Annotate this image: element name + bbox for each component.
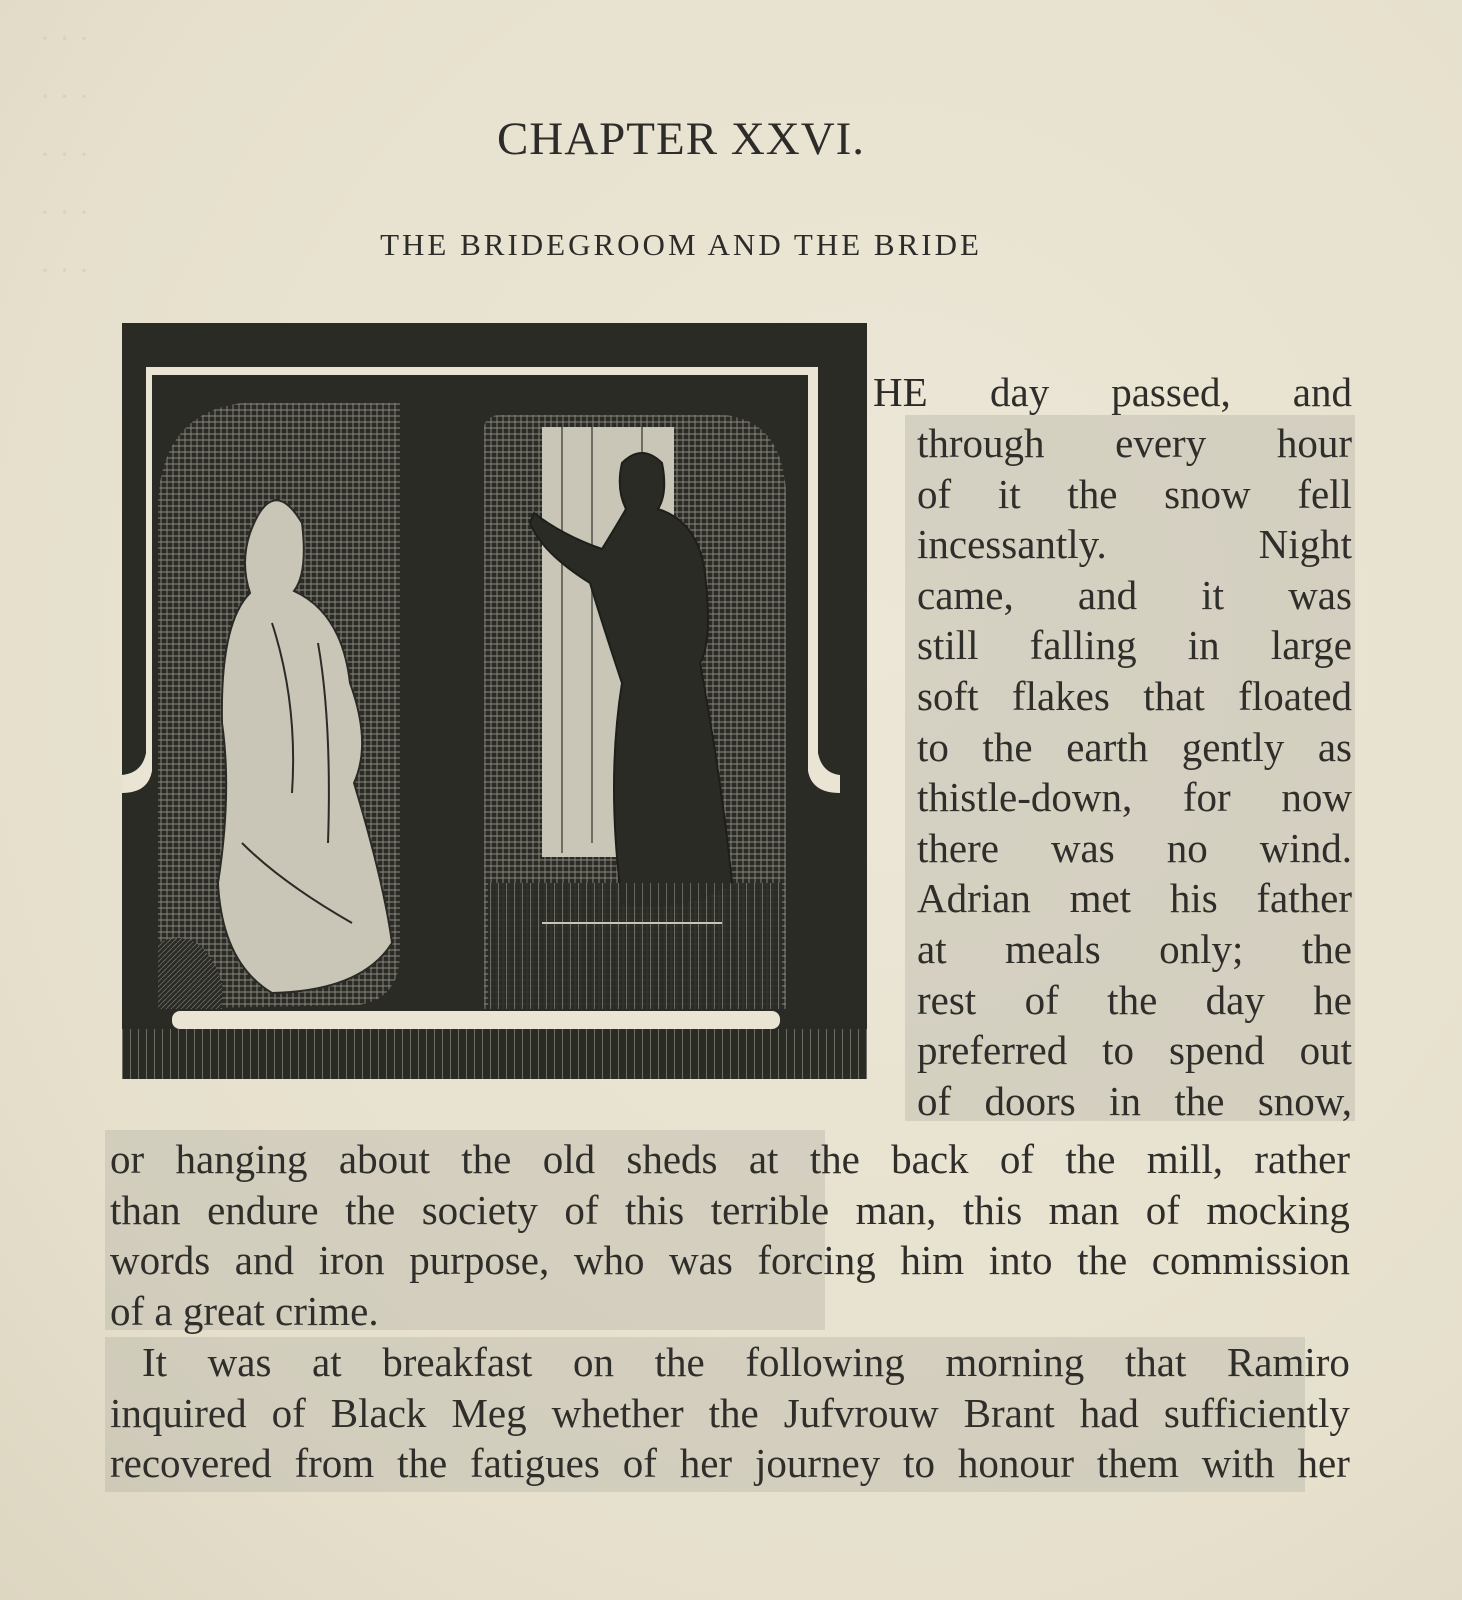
text-line: still falling in large bbox=[917, 622, 1352, 669]
text-line: inquired of Black Meg whether the Jufvrouw Brant had sufficiently bbox=[110, 1389, 1350, 1436]
bleed-through-text: · · · · · · · · · · · · · · · bbox=[40, 22, 90, 287]
paragraph-2 bbox=[110, 1337, 1350, 1489]
text-line: at meals only; the bbox=[917, 925, 1352, 972]
text-line: to the earth gently as bbox=[917, 723, 1352, 770]
text-line: thistle-down, for now bbox=[917, 774, 1352, 821]
chapter-subtitle: THE BRIDEGROOM AND THE BRIDE bbox=[380, 227, 982, 262]
letter-t-base bbox=[172, 1011, 780, 1029]
text-line: Adrian met his father bbox=[917, 875, 1352, 922]
text-line: words and iron purpose, who was forcing him into the commission bbox=[110, 1237, 1350, 1284]
text-line: It was at breakfast on the following morning that Ramiro bbox=[142, 1339, 1350, 1385]
text-line: incessantly. Night bbox=[917, 521, 1352, 568]
text-line: of doors in the snow, bbox=[917, 1077, 1352, 1124]
drop-cap-svg bbox=[122, 323, 867, 1079]
drop-cap-rest-of-word: HE bbox=[873, 369, 928, 415]
text-line: of a great crime. bbox=[110, 1287, 379, 1334]
text-line: day passed, and bbox=[990, 369, 1352, 415]
text-line: through every hour bbox=[917, 420, 1352, 466]
text-line: than endure the society of this terrible man, this man of mocking bbox=[110, 1186, 1350, 1233]
text-line: preferred to spend out bbox=[917, 1027, 1352, 1074]
text-line: recovered from the fatigues of her journey to honour them with her bbox=[110, 1440, 1350, 1487]
narrow-column bbox=[917, 418, 1352, 1126]
text-line: rest of the day he bbox=[917, 976, 1352, 1023]
text-line: soft flakes that floated bbox=[917, 672, 1352, 719]
first-line bbox=[990, 367, 1352, 418]
chapter-title: CHAPTER XXVI. bbox=[496, 113, 866, 165]
ground-hatching bbox=[122, 1029, 867, 1079]
text-line: or hanging about the old sheds at the back of the mill, rather bbox=[110, 1136, 1350, 1182]
drop-cap-illustration bbox=[122, 323, 867, 1079]
text-line: of it the snow fell bbox=[917, 470, 1352, 517]
text-line: there was no wind. bbox=[917, 824, 1352, 871]
text-line: came, and it was bbox=[917, 571, 1352, 618]
floor-boards bbox=[488, 883, 782, 1009]
paragraph-1 bbox=[110, 1134, 1350, 1336]
